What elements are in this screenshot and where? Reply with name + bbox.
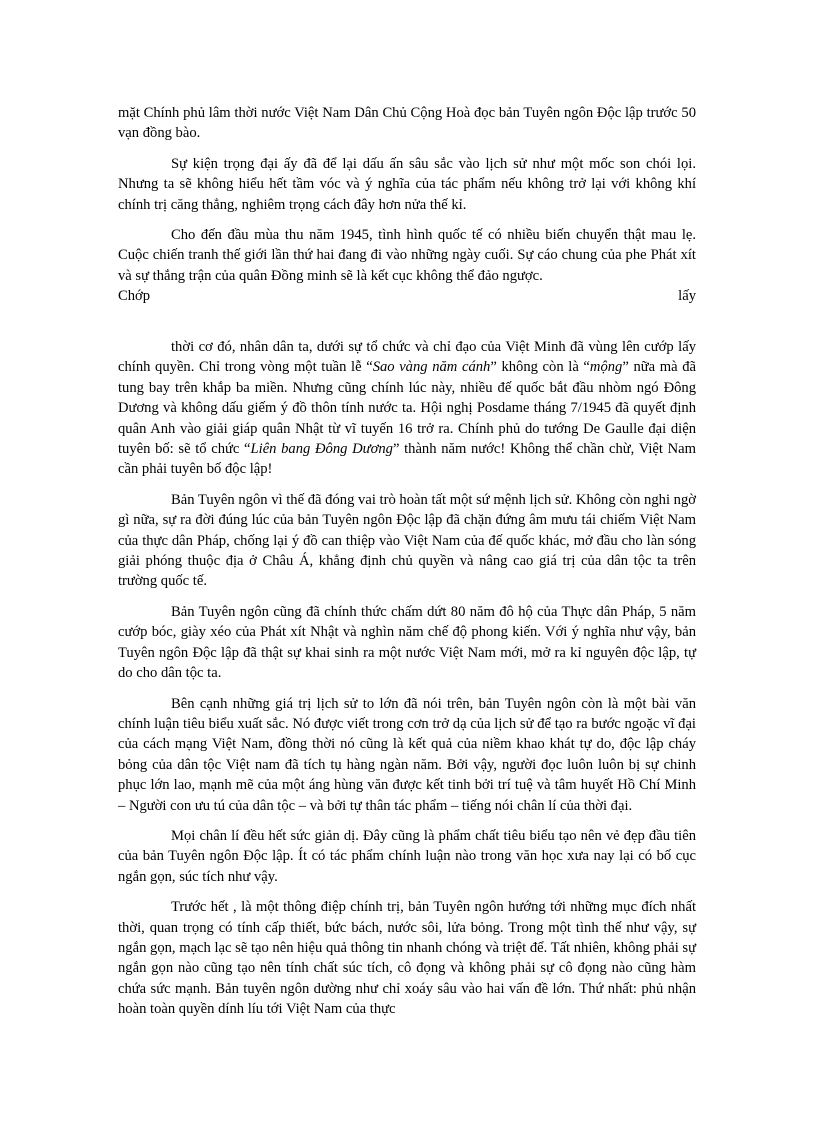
paragraph-autumn-1945-text: Cho đến đầu mùa thu năm 1945, tình hình quốc tế có nhiều biến chuyển thật mau lẹ. Cuộc chiến tranh thế giới lần thứ hai đang đi vào những ngày cuối. Sự cáo chung của phe Phát xít và sự thắng trận của quân Đồng minh sẽ là kết cục không thể đảo ngược.	[118, 227, 696, 284]
paragraph-end-colonial-rule: Bản Tuyên ngôn cũng đã chính thức chấm dứt 80 năm đô hộ của Thực dân Pháp, 5 năm cướp bóc, giày xéo của Phát xít Nhật và nghìn năm chế độ phong kiến. Với ý nghĩa như vậy, bản Tuyên ngôn Độc lập đã thật sự khai sinh ra một nước Việt Nam mới, mở ra kỉ nguyên độc lập, tự do cho dân tộc ta.	[118, 603, 696, 682]
paragraph-simple-truth: Mọi chân lí đều hết sức giản dị. Đây cũng là phẩm chất tiêu biểu tạo nên vẻ đẹp đầu tiên của bản Tuyên ngôn Độc lập. Ít có tác phẩm chính luận nào trong văn học xưa nay lại có bố cục ngắn gọn, súc tích như vậy.	[118, 827, 696, 885]
paragraph-seize-power	[118, 337, 696, 480]
paragraph-continuation: mặt Chính phủ lâm thời nước Việt Nam Dân Chủ Cộng Hoà đọc bản Tuyên ngôn Độc lập trước 50 vạn đồng bào.	[118, 105, 696, 142]
paragraph-autumn-1945	[118, 225, 696, 286]
paragraph-political-message: Trước hết , là một thông điệp chính trị, bản Tuyên ngôn hướng tới những mục đích nhất thời, quan trọng có tính cấp thiết, bức bách, nước sôi, lửa bỏng. Trong một tình thế như vậy, sự ngắn gọn, mạch lạc sẽ tạo nên hiệu quả thông tin nhanh chóng và triệt để. Tất nhiên, không phải sự ngắn gọn nào cũng tạo nên tính chất súc tích, cô đọng và không phải sự cô đọng nào cũng hàm chứa sức mạnh. Bản tuyên ngôn dường như chỉ xoáy sâu vào hai vấn đề lớn. Thứ nhất: phủ nhận hoàn toàn quyền dính líu tới Việt Nam của thực	[118, 899, 696, 1018]
paragraph-broken-line	[118, 286, 696, 306]
text-block-upper	[118, 103, 696, 307]
seize-power-italic-2: mộng	[589, 359, 623, 376]
seize-power-text-1: thời cơ đó, nhân dân ta, dưới sự tổ chức và chỉ đạo của Việt Minh đã vùng lên cướp lấy chính quyền. Chỉ trong vòng một tuần lễ “	[118, 339, 696, 376]
seize-power-text-3: ” nữa mà đã tung bay trên khắp ba miền. Nhưng cũng chính lúc này, nhiều đế quốc bắt đầu nhòm ngó Đông Dương và không dấu giếm ý đồ thôn tính nước ta. Hội nghị Posdame tháng 7/1945 đã quyết định quân Anh vào giải giáp quân Nhật từ vĩ tuyến 16 trở ra. Chính phủ do tướng De Gaulle đại diện tuyên bố: sẽ tổ chức “	[118, 359, 696, 458]
text-block-lower	[118, 337, 696, 1030]
broken-line-left-word: Chớp	[118, 288, 151, 305]
paragraph-historic-mission: Bản Tuyên ngôn vì thế đã đóng vai trò hoàn tất một sứ mệnh lịch sử. Không còn nghi ngờ gì nữa, sự ra đời đúng lúc của bản Tuyên ngôn Độc lập đã chặn đứng âm mưu tái chiếm Việt Nam của thực dân Pháp, chống lại ý đồ can thiệp vào Việt Nam của đế quốc khác, mở đầu cho làn sóng giải phóng thuộc địa ở Châu Á, khẳng định chủ quyền và nâng cao giá trị của dân tộc ta trên trường quốc tế.	[118, 491, 696, 590]
seize-power-text-4: ” thành năm nước! Không thể chần chừ, Việt Nam cần phải tuyên bố độc lập!	[118, 441, 696, 478]
seize-power-text-2: ” không còn là “	[490, 359, 590, 376]
broken-line-right-word: lấy	[678, 288, 696, 305]
paragraph-historic-event: Sự kiện trọng đại ấy đã để lại dấu ấn sâu sắc vào lịch sử như một mốc son chói lọi. Nhưng ta sẽ không hiểu hết tầm vóc và ý nghĩa của tác phẩm nếu không trở lại với không khí chính trị căng thẳng, nghiêm trọng cách đây hơn nửa thế kỉ.	[118, 155, 696, 213]
paragraph-political-essay: Bên cạnh những giá trị lịch sử to lớn đã nói trên, bản Tuyên ngôn còn là một bài văn chính luận tiêu biểu xuất sắc. Nó được viết trong cơn trở dạ của lịch sử để tạo ra bước ngoặc vĩ đại của cách mạng Việt Nam, đồng thời nó cũng là kết quả của niềm khao khát tự do, độc lập cháy bỏng của dân tộc Việt nam đã tích tụ hàng ngàn năm. Bởi vậy, người đọc luôn luôn bị sự chinh phục lớn lao, mạnh mẽ của một áng hùng văn được kết tinh bởi trí tuệ và tâm huyết Hồ Chí Minh – Người con ưu tú của dân tộc – và bởi tự thân tác phẩm – tiếng nói chân lí của thời đại.	[118, 695, 696, 814]
seize-power-italic-3: Liên bang Đông Dương	[250, 441, 393, 458]
seize-power-italic-1: Sao vàng năm cánh	[372, 359, 491, 376]
